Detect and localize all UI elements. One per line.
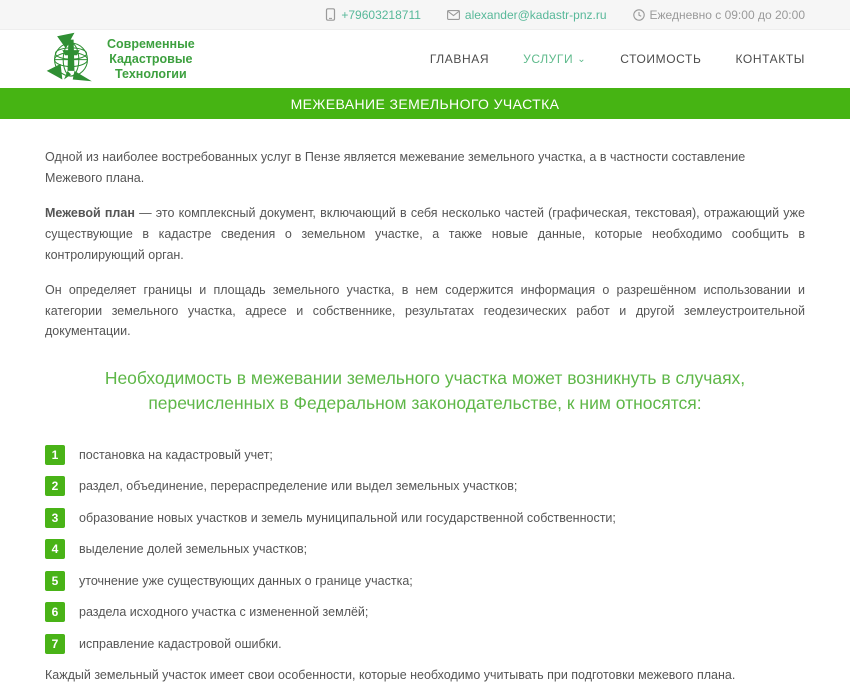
nav-item-stoimost[interactable]	[620, 52, 701, 66]
chevron-down-icon: ⌄	[577, 54, 587, 65]
schedule-text: Ежедневно с 09:00 до 20:00	[649, 7, 805, 22]
nav-item-uslugi[interactable]	[523, 52, 586, 66]
email-item	[447, 8, 607, 22]
header-inner	[45, 30, 805, 88]
number-badge: 3	[45, 508, 65, 528]
topbar	[0, 0, 850, 30]
list-item-text: уточнение уже существующих данных о границе участка;	[79, 573, 413, 588]
number-badge: 1	[45, 445, 65, 465]
nav-label-uslugi: УСЛУГИ	[523, 52, 574, 66]
site-header	[0, 30, 850, 88]
list-item	[45, 539, 805, 559]
page-title: МЕЖЕВАНИЕ ЗЕМЕЛЬНОГО УЧАСТКА	[290, 95, 560, 112]
paragraph-closing: Каждый земельный участок имеет свои особенности, которые необходимо учитывать при подготовки межевого плана.	[45, 668, 736, 683]
list-item-text: выделение долей земельных участков;	[79, 542, 308, 557]
number-badge: 2	[45, 476, 65, 496]
list-item	[45, 445, 805, 465]
logo-line-3: Технологии	[115, 66, 187, 81]
list-item	[45, 571, 805, 591]
list-item-text: исправление кадастровой ошибки.	[79, 636, 282, 651]
logo-line-2: Кадастровые	[109, 51, 193, 66]
list-item	[45, 634, 805, 654]
paragraph-details: Он определяет границы и площадь земельного участка, в нем содержится информация о разрешённом использовании и категории земельного участка, адресе и собственнике, результатах геодезических работ и другой землеустроительной документации.	[45, 283, 805, 339]
clock-icon	[633, 9, 645, 21]
phone-link[interactable]: +79603218711	[341, 7, 421, 22]
schedule-item	[633, 8, 806, 22]
nav-label-glavnaya: ГЛАВНАЯ	[429, 52, 490, 66]
list-item	[45, 508, 805, 528]
list-item-text: постановка на кадастровый учет;	[79, 447, 273, 462]
nav-item-glavnaya[interactable]	[430, 52, 489, 66]
logo-icon	[45, 31, 97, 88]
topbar-inner	[45, 0, 805, 29]
number-badge: 5	[45, 571, 65, 591]
list-item	[45, 476, 805, 496]
number-badge: 4	[45, 539, 65, 559]
reasons-list	[45, 445, 805, 654]
paragraph-intro: Одной из наиболее востребованных услуг в Пензе является межевание земельного участка, а в частности составление Межевого плана.	[45, 150, 746, 185]
nav-label-kontakty: КОНТАКТЫ	[735, 52, 805, 66]
nav-item-kontakty[interactable]	[735, 52, 805, 66]
logo-text	[107, 37, 195, 82]
logo-line-1: Современные	[107, 36, 195, 51]
section-heading: Необходимость в межевании земельного участка может возникнуть в случаях, перечисленных в Федеральном законодательстве, к ним относятся:	[104, 368, 746, 414]
mail-icon	[447, 10, 460, 20]
number-badge: 7	[45, 634, 65, 654]
phone-item	[325, 8, 421, 22]
number-badge: 6	[45, 602, 65, 622]
list-item-text: раздел, объединение, перераспределение или выдел земельных участков;	[79, 479, 518, 494]
list-item	[45, 602, 805, 622]
email-link[interactable]: alexander@kadastr-pnz.ru	[464, 7, 607, 22]
nav-label-stoimost: СТОИМОСТЬ	[620, 52, 702, 66]
list-item-text: образование новых участков и земель муниципальной или государственной собственности;	[79, 510, 616, 525]
main-nav	[430, 52, 805, 66]
list-item-text: раздела исходного участка с измененной землёй;	[79, 605, 369, 620]
definition-term: Межевой план	[45, 206, 135, 221]
page-banner	[0, 88, 850, 119]
main-content	[45, 119, 805, 686]
logo[interactable]	[45, 31, 195, 88]
definition-rest: — это комплексный документ, включающий в себя несколько частей (графическая, текстовая), отражающий уже существующие в кадастре сведения о земельном участке, а также новые данные, которые необходимо сообщить в контролирующий орган.	[45, 206, 805, 262]
paragraph-definition	[45, 203, 805, 265]
phone-icon	[325, 8, 336, 21]
